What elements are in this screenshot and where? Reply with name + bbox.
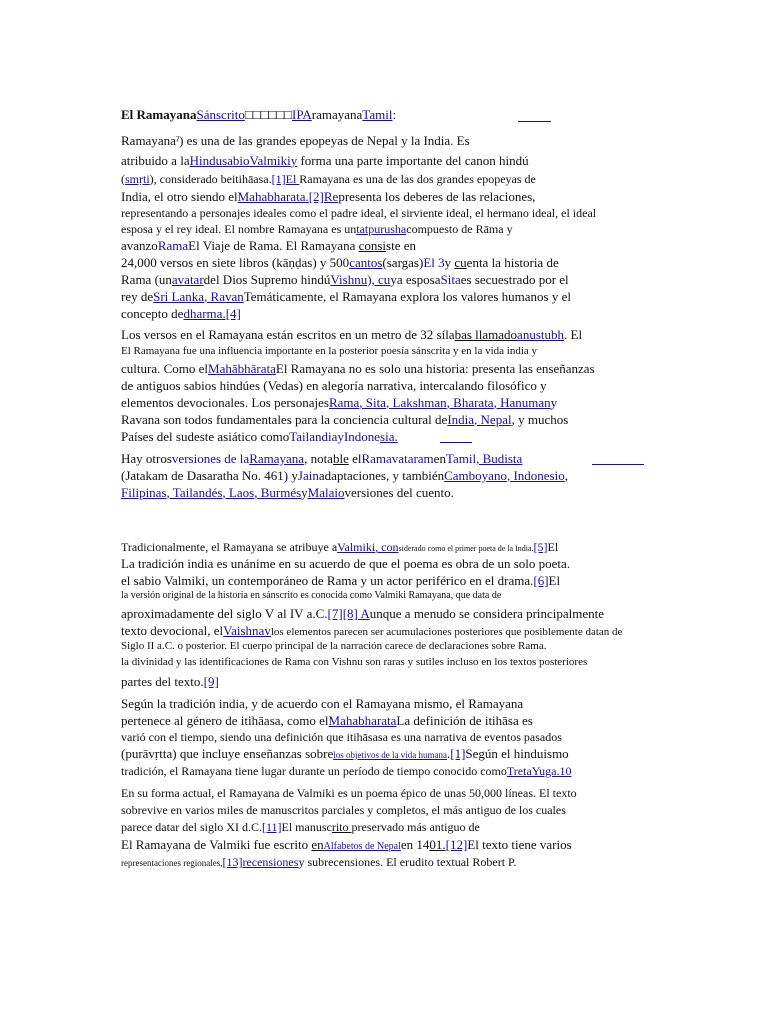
link-tailandes[interactable]: , Tailandés	[166, 485, 223, 500]
paragraph-line	[121, 804, 566, 816]
paragraph-line	[121, 207, 596, 219]
link-consiste[interactable]: consi	[358, 238, 387, 253]
text: , y muchos	[511, 412, 569, 427]
link-y-2[interactable]: y	[337, 429, 344, 444]
paragraph-line	[121, 675, 219, 688]
text: sobrevive en varios miles de manuscritos parciales y completos, el más antiguo de los cuales	[121, 803, 566, 817]
text: enta la historia de	[466, 255, 559, 270]
link-sabio[interactable]: sabio	[222, 153, 250, 168]
text: (purāvṛtta) que incluye enseñanzas sobre	[121, 746, 334, 761]
link-rama-2[interactable]: Rama	[328, 395, 360, 410]
link-valmiki[interactable]: Valmiki	[249, 153, 291, 168]
text: El Viaje de Rama. El Ramayana	[188, 238, 359, 253]
paragraph-line	[121, 747, 569, 760]
text: El Ramayana fue una influencia importante en la posterior poesía sánscrita y en la vida india y	[121, 345, 538, 357]
text: siderado como el primer poeta de la India.	[398, 544, 534, 553]
citation-link[interactable]: [11]	[261, 820, 282, 834]
paragraph-line	[121, 591, 501, 601]
paragraph-line	[121, 731, 562, 743]
text: el sabio Valmiki, un contemporáneo de Rama y un actor periférico en el drama.	[121, 573, 534, 588]
link-ramayana[interactable]: Ramayana	[249, 451, 305, 466]
link-bharata[interactable]: , Bharata	[446, 395, 494, 410]
link-laos[interactable]: , Laos	[222, 485, 255, 500]
link-01[interactable]: 01.	[429, 837, 446, 852]
text: la divinidad y las identificaciones de Rama con Vishnu son raras y sutiles incluso en los textos posteriores	[121, 656, 588, 668]
citation-link[interactable]: .[4]	[222, 306, 241, 321]
paragraph-line	[121, 765, 571, 777]
text: la versión original de la historia en sánscrito es conocida como Valmiki Ramayana, que data de	[121, 590, 502, 601]
citation-link[interactable]: [1]	[271, 172, 286, 186]
paragraph-line	[121, 346, 537, 357]
text: rey de	[121, 289, 154, 304]
paragraph-line	[121, 134, 470, 147]
text: elementos devocionales. Los personajes	[121, 395, 329, 410]
text: preservado más antiguo de	[351, 820, 480, 834]
link-alfabetos-nepal[interactable]: Alfabetos de Nepal	[323, 841, 401, 852]
text: (sargas)	[382, 255, 424, 270]
paragraph-line	[121, 273, 569, 286]
link-tailandia[interactable]: Tailandia	[289, 429, 338, 444]
text: Ravana son todos fundamentales para la conciencia cultural de	[121, 412, 448, 427]
text: .	[446, 746, 451, 761]
text: La tradición india es unánime en su acuerdo de que el poema es obra de un solo poeta.	[121, 556, 571, 571]
paragraph-line	[121, 697, 523, 710]
text: texto devocional, el	[121, 623, 224, 638]
link-objetivos-vida-humana[interactable]: los objetivos de la vida humana	[333, 750, 447, 760]
link-hindu[interactable]: Hindu	[189, 153, 223, 168]
citation-link[interactable]: [12]	[445, 837, 468, 852]
citation-link[interactable]: [13]	[222, 855, 243, 869]
text: Hay otros	[121, 451, 172, 466]
paragraph-line	[121, 328, 582, 341]
text: unque a menudo se considera principalmente	[369, 606, 605, 621]
link-el[interactable]: El	[285, 172, 300, 186]
link-cu-2[interactable]: ), cu	[367, 272, 391, 287]
paragraph-line	[121, 574, 560, 587]
paragraph-line	[121, 362, 595, 375]
text: India, el otro siendo el	[121, 189, 238, 204]
text: , nota	[304, 451, 333, 466]
citation-link[interactable]: [8] A	[342, 606, 370, 621]
paragraph-line	[121, 173, 536, 185]
text: y	[301, 485, 308, 500]
link-en-2[interactable]: en	[311, 837, 324, 852]
text: cultura. Como el	[121, 361, 209, 376]
paragraph-line	[121, 657, 587, 668]
paragraph-line	[121, 821, 480, 833]
text: representaciones regionales,	[121, 858, 223, 868]
paragraph-line	[121, 396, 557, 409]
link-vaishnav[interactable]: Vaishnav	[223, 623, 271, 638]
link-smrti[interactable]: smṛti	[125, 172, 150, 186]
text: El Ramayana no es solo una historia: presenta las enseñanzas	[275, 361, 595, 376]
text: ,	[564, 468, 568, 483]
text: Países del sudeste asiático como	[121, 429, 290, 444]
link-filipinas[interactable]: Filipinas	[121, 485, 167, 500]
text: los elementos parecen ser acumulaciones posteriores que posiblemente datan de	[270, 626, 623, 638]
paragraph-line	[121, 557, 570, 570]
text: . El	[564, 327, 583, 342]
text: El manusc	[281, 820, 332, 834]
text: parece datar del siglo XI d.C.	[121, 820, 262, 834]
text: pertenece al género de itihāasa, como el	[121, 713, 329, 728]
link-versiones[interactable]: versiones de la	[171, 451, 250, 466]
text: ste en	[386, 238, 417, 253]
link-sia[interactable]: sia.	[380, 429, 398, 444]
paragraph-line	[121, 624, 622, 638]
text: Rama (un	[121, 272, 172, 287]
text: (	[121, 172, 125, 186]
link-budista[interactable]: , Budista	[476, 451, 523, 466]
missing-glyph-boxes: □□□□□□	[244, 107, 292, 122]
text: versiones del cuento.	[344, 485, 454, 500]
text: compuesto de Rāma y	[406, 222, 513, 236]
text: El texto tiene varios	[467, 837, 572, 852]
paragraph-line	[121, 714, 533, 727]
paragraph-line	[121, 469, 568, 482]
link-cu[interactable]: cu	[454, 255, 467, 270]
text: El Ramayana de Valmiki fue escrito	[121, 837, 312, 852]
link-underline-gap	[518, 121, 551, 122]
link-ravan[interactable]: , Ravan	[204, 289, 244, 304]
link-ble[interactable]: ble	[332, 451, 349, 466]
link-sita-2[interactable]: , Sita	[359, 395, 386, 410]
text: avanzo	[121, 238, 158, 253]
paragraph-line	[121, 452, 522, 465]
text: 24,000 versos en siete libros (kāṇḍas) y 500	[121, 255, 350, 270]
paragraph-line	[121, 413, 568, 426]
link-rama[interactable]: Rama	[157, 238, 189, 253]
link-rito[interactable]: rito	[331, 820, 352, 834]
link-treta[interactable]: Treta	[506, 764, 532, 778]
paragraph-line	[121, 838, 572, 852]
article-title: El Ramayana	[121, 107, 197, 122]
text: Según el hinduismo	[465, 746, 569, 761]
link-vishnu[interactable]: Vishnu	[330, 272, 368, 287]
text: del Dios Supremo hindú	[203, 272, 331, 287]
paragraph-line	[121, 290, 571, 303]
text: El	[548, 573, 561, 588]
text: en 14	[400, 837, 430, 852]
paragraph-line	[121, 190, 535, 203]
link-valmiki-2[interactable]: Valmiki	[337, 540, 376, 554]
text: Tradicionalmente, el Ramayana se atribuye a	[121, 540, 338, 554]
text: Ramayanaˀ) es una de las grandes epopeyas de Nepal y la India. Es	[121, 133, 470, 148]
link-tamil[interactable]: Tamil	[362, 107, 393, 122]
text: esposa y el rey ideal. El nombre Ramayana es un	[121, 222, 357, 236]
citation-link[interactable]: [6]	[533, 573, 549, 588]
citation-link[interactable]: [9]	[203, 674, 219, 689]
link-en[interactable]: en	[433, 451, 446, 466]
text: (Jatakam de Dasaratha No. 461) y	[121, 468, 298, 483]
link-ipa[interactable]: IPA	[292, 107, 312, 122]
text: de antiguos sabios hindúes (Vedas) en alegoría narrativa, intercalando filosófico y	[121, 378, 547, 393]
text: Los versos en el Ramayana están escritos en un metro de 32 síla	[121, 327, 455, 342]
text: concepto de	[121, 306, 184, 321]
link-sanskrit[interactable]: Sánscrito	[196, 107, 245, 122]
link-indonesio[interactable]: , Indonesio	[506, 468, 565, 483]
text: presenta los deberes de las relaciones,	[338, 189, 536, 204]
link-jain[interactable]: Jain	[297, 468, 319, 483]
text: aproximadamente del siglo V al IV a.C.	[121, 606, 328, 621]
link-re[interactable]: Re	[323, 189, 339, 204]
link-cantos[interactable]: cantos	[349, 255, 383, 270]
link-lakshman[interactable]: , Lakshman	[386, 395, 447, 410]
text: representando a personajes ideales como el padre ideal, el sirviente ideal, el hermano ideal, el ideal	[121, 206, 597, 220]
paragraph-line	[121, 486, 454, 499]
link-hanuman[interactable]: , Hanuman	[493, 395, 551, 410]
text: La definición de itihāsa es	[396, 713, 533, 728]
text: Según la tradición india, y de acuerdo con el Ramayana mismo, el Ramayana	[121, 696, 524, 711]
link-nepal[interactable]: , Nepal	[474, 412, 512, 427]
paragraph-line	[121, 430, 398, 443]
link-no[interactable]: no	[493, 468, 507, 483]
text: El	[547, 540, 559, 554]
text: atribuido a la	[121, 153, 190, 168]
text: ), considerado beitihāasa.	[149, 172, 272, 186]
link-sita[interactable]: Sita	[440, 272, 461, 287]
text: ramayana	[311, 107, 363, 122]
paragraph-line	[121, 787, 577, 799]
text: partes del texto.	[121, 674, 204, 689]
paragraph-line	[121, 256, 559, 269]
citation-link[interactable]: [2]	[308, 189, 324, 204]
link-el-3[interactable]: El 3	[423, 255, 445, 270]
link-mahabharata-2[interactable]: Mahābhārata	[208, 361, 276, 376]
text: y	[444, 255, 455, 270]
citation-link[interactable]: [5]	[533, 540, 548, 554]
paragraph-line	[121, 223, 513, 235]
paragraph-line	[121, 239, 416, 252]
link-underline-gap	[440, 442, 472, 443]
text: En su forma actual, el Ramayana de Valmiki es un poema épico de unas 50,000 líneas. El texto	[121, 786, 577, 800]
paragraph-line	[121, 641, 546, 652]
text: Ramayana es una de las dos grandes epopeyas de	[299, 172, 536, 186]
link-avatar[interactable]: avatar	[171, 272, 204, 287]
link-tatpurusha[interactable]: tatpurusha	[356, 222, 407, 236]
link-india[interactable]: India	[447, 412, 475, 427]
text: y subrecensiones. El erudito textual Robert P.	[298, 855, 517, 869]
link-camboya[interactable]: Camboya	[444, 468, 494, 483]
paragraph-line	[121, 856, 516, 868]
link-dharma[interactable]: dharma	[183, 306, 223, 321]
link-recensiones[interactable]: recensiones	[242, 855, 299, 869]
citation-link[interactable]: [1]	[450, 746, 466, 761]
link-con[interactable]: , con	[375, 540, 399, 554]
link-llamado[interactable]: bas llamado	[454, 327, 518, 342]
paragraph-line	[121, 154, 529, 167]
link-tamil-2[interactable]: Tamil	[445, 451, 477, 466]
citation-link[interactable]: [7]	[327, 606, 343, 621]
link-malaio[interactable]: Malaio	[307, 485, 345, 500]
link-burmes[interactable]: , Burmés	[254, 485, 302, 500]
citation-link[interactable]: .10	[556, 764, 572, 778]
link-sri-lanka[interactable]: Sri Lanka	[153, 289, 205, 304]
link-ramavataram[interactable]: Ramavataram	[361, 451, 434, 466]
paragraph-line	[121, 379, 547, 392]
paragraph-line	[121, 541, 558, 553]
text: tradición, el Ramayana tiene lugar durante un período de tiempo conocido como	[121, 764, 507, 778]
link-mahabharata-3[interactable]: Mahabharata	[328, 713, 397, 728]
text: forma una parte importante del canon hindú	[297, 153, 529, 168]
text: Siglo II a.C. o posterior. El cuerpo principal de la narración carece de declaraciones sobre Rama.	[121, 640, 547, 652]
link-y[interactable]: y	[290, 153, 298, 168]
text: el	[348, 451, 362, 466]
link-anustubh[interactable]: anustubh	[517, 327, 564, 342]
text: varió con el tiempo, siendo una definición que itihāsasa es una narrativa de eventos pasados	[121, 730, 562, 744]
title-line	[121, 108, 396, 121]
link-indonesia[interactable]: Indone	[343, 429, 381, 444]
text: adaptaciones, y también	[318, 468, 445, 483]
text: ya esposa	[390, 272, 441, 287]
paragraph-line	[121, 307, 241, 320]
paragraph-line	[121, 607, 604, 620]
text: es secuestrado por el	[460, 272, 569, 287]
text: y	[550, 395, 558, 410]
link-mahabharata[interactable]: Mahabharata.	[237, 189, 309, 204]
text: :	[392, 107, 397, 122]
link-underline-gap	[592, 464, 644, 465]
text: Temáticamente, el Ramayana explora los valores humanos y el	[243, 289, 571, 304]
link-yuga[interactable]: Yuga	[531, 764, 557, 778]
